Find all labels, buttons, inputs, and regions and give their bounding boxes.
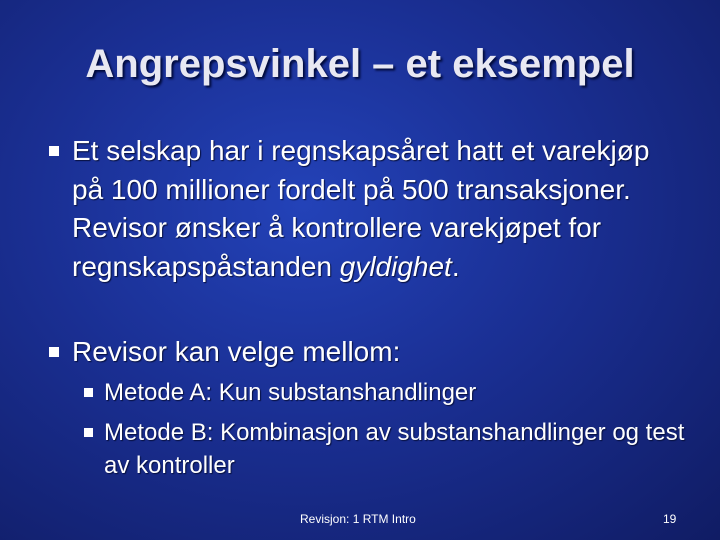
page-number: 19 (663, 512, 677, 526)
bullet-text-1-main: Et selskap har i regnskapsåret hatt et varekjøp på 100 millioner fordelt på 500 transaksjoner. Revisor ønsker å kontrollere varekjøpet for regnskapspåstanden (72, 135, 650, 282)
slide-title: Angrepsvinkel – et eksempel (85, 42, 635, 86)
square-bullet-icon (84, 428, 93, 437)
bullet-text-1-italic: gyldighet (339, 250, 452, 282)
bullet-text-2: Revisor kan velge mellom: (72, 336, 401, 367)
square-bullet-icon (49, 347, 59, 357)
sub-bullet-text-2: Metode B: Kombinasjon av substanshandlinger og test av kontroller (104, 419, 685, 479)
square-bullet-icon (84, 388, 93, 397)
bullet-text-1-end: . (451, 250, 460, 282)
bullet-text-1 (72, 132, 672, 286)
footer-text: Revisjon: 1 RTM Intro (300, 512, 416, 526)
sub-bullet-text-1: Metode A: Kun substanshandlinger (104, 379, 477, 406)
square-bullet-icon (49, 146, 59, 156)
